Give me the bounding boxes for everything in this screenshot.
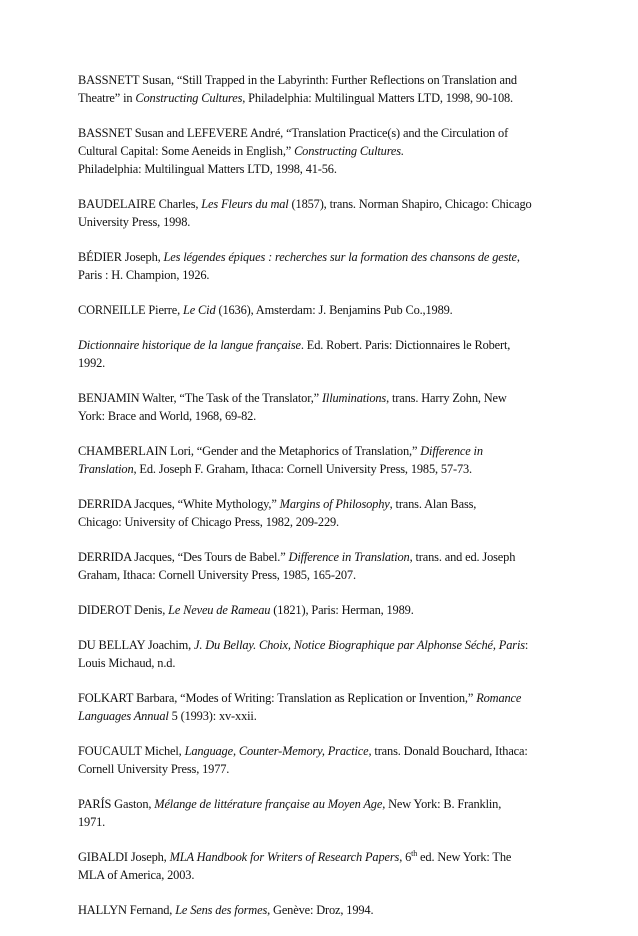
- entry-line: [78, 866, 556, 884]
- bibliography-entry: [78, 442, 556, 478]
- entry-text: FOUCAULT Michel,: [78, 744, 185, 758]
- entry-italic-title: Mélange de littérature française au Moyen Age: [154, 797, 383, 811]
- entry-line: [78, 213, 556, 231]
- entry-line: [78, 89, 556, 107]
- entry-italic-title: Illuminations: [321, 391, 387, 405]
- entry-text: CORNEILLE Pierre,: [78, 303, 184, 317]
- entry-line: [78, 442, 556, 460]
- entry-line: [78, 901, 556, 919]
- entry-line: [78, 813, 556, 831]
- entry-text: , trans. Harry Zohn, New: [386, 391, 507, 405]
- entry-text: (1857), trans. Norman Shapiro, Chicago: Chicago: [288, 197, 532, 211]
- entry-text: GIBALDI Joseph,: [78, 850, 170, 864]
- entry-line: [78, 566, 556, 584]
- entry-italic-title: Dictionnaire historique de la langue française: [78, 338, 301, 352]
- entry-italic-title: Romance: [476, 691, 522, 705]
- entry-line: [78, 301, 556, 319]
- entry-line: [78, 795, 556, 813]
- entry-text: ,: [516, 250, 520, 264]
- entry-line: [78, 689, 556, 707]
- entry-line: [78, 160, 556, 178]
- entry-text: Cultural Capital: Some Aeneids in English,”: [78, 144, 295, 158]
- entry-text: BAUDELAIRE Charles,: [78, 197, 202, 211]
- entry-line: [78, 354, 556, 372]
- entry-text: :: [524, 638, 529, 652]
- entry-line: [78, 266, 556, 284]
- entry-text: BASSNET Susan and LEFEVERE André, “Translation Practice(s) and the Circulation of: [78, 126, 509, 140]
- entry-text: University Press, 1998.: [78, 215, 191, 229]
- entry-line: [78, 636, 556, 654]
- entry-text: DIDEROT Denis,: [78, 603, 169, 617]
- bibliography-entry: [78, 742, 556, 778]
- bibliography-entry: [78, 195, 556, 231]
- entry-italic-title: Difference in: [420, 444, 483, 458]
- bibliography-entry: [78, 336, 556, 372]
- bibliography-entry: [78, 248, 556, 284]
- bibliography-entry: [78, 301, 556, 319]
- entry-italic-title: Difference in Translation: [288, 550, 410, 564]
- bibliography-page: [78, 71, 556, 936]
- entry-line: [78, 195, 556, 213]
- entry-line: [78, 460, 556, 478]
- entry-line: [78, 548, 556, 566]
- entry-line: [78, 513, 556, 531]
- entry-line: [78, 142, 556, 160]
- entry-text: , trans. Alan Bass,: [389, 497, 477, 511]
- entry-text: BASSNETT Susan, “Still Trapped in the Labyrinth: Further Reflections on Translation and: [78, 73, 517, 87]
- entry-text: , New York: B. Franklin,: [382, 797, 502, 811]
- entry-line: [78, 124, 556, 142]
- entry-line: [78, 848, 556, 866]
- entry-line: [78, 760, 556, 778]
- entry-line: [78, 248, 556, 266]
- entry-text: , Ed. Joseph F. Graham, Ithaca: Cornell University Press, 1985, 57-73.: [133, 462, 473, 476]
- entry-text: York: Brace and World, 1968, 69-82.: [78, 409, 257, 423]
- entry-text: . Ed. Robert. Paris: Dictionnaires le Robert,: [300, 338, 511, 352]
- entry-line: [78, 601, 556, 619]
- entry-italic-title: Le Neveu de Rameau: [168, 603, 271, 617]
- entry-italic-title: Le Sens des formes: [175, 903, 268, 917]
- entry-text: Graham, Ithaca: Cornell University Press, 1985, 165-207.: [78, 568, 356, 582]
- entry-text: Louis Michaud, n.d.: [78, 656, 176, 670]
- entry-text: , Genève: Droz, 1994.: [267, 903, 374, 917]
- entry-text: Chicago: University of Chicago Press, 1982, 209-229.: [78, 515, 339, 529]
- entry-text: 1971.: [78, 815, 106, 829]
- entry-italic-title: Les Fleurs du mal: [201, 197, 289, 211]
- entry-italic-title: Constructing Cultures: [135, 91, 243, 105]
- entry-text: DERRIDA Jacques, “Des Tours de Babel.”: [78, 550, 289, 564]
- bibliography-entry: [78, 689, 556, 725]
- bibliography-entry: [78, 636, 556, 672]
- entry-superscript: th: [411, 848, 418, 858]
- entry-text: 5 (1993): xv-xxii.: [168, 709, 257, 723]
- entry-text: trans. Donald Bouchard, Ithaca:: [371, 744, 528, 758]
- entry-text: , 6: [399, 850, 412, 864]
- entry-line: [78, 742, 556, 760]
- bibliography-entry: [78, 495, 556, 531]
- entry-italic-title: Le Cid: [183, 303, 216, 317]
- entry-text: DERRIDA Jacques, “White Mythology,”: [78, 497, 280, 511]
- entry-text: BÉDIER Joseph,: [78, 250, 164, 264]
- entry-text: FOLKART Barbara, “Modes of Writing: Translation as Replication or Invention,”: [78, 691, 477, 705]
- entry-line: [78, 654, 556, 672]
- entry-line: [78, 407, 556, 425]
- bibliography-entry: [78, 901, 556, 919]
- entry-text: MLA of America, 2003.: [78, 868, 195, 882]
- entry-text: DU BELLAY Joachim,: [78, 638, 194, 652]
- bibliography-entry: [78, 548, 556, 584]
- bibliography-entry: [78, 389, 556, 425]
- entry-italic-title: Les légendes épiques : recherches sur la formation des chansons de geste: [163, 250, 517, 264]
- entry-text: ed. New York: The: [417, 850, 512, 864]
- entry-text: , trans. and ed. Joseph: [409, 550, 516, 564]
- entry-line: [78, 336, 556, 354]
- bibliography-entry: [78, 124, 556, 178]
- bibliography-entry: [78, 848, 556, 884]
- entry-text: HALLYN Fernand,: [78, 903, 176, 917]
- entry-text: (1821), Paris: Herman, 1989.: [270, 603, 414, 617]
- bibliography-entry: [78, 795, 556, 831]
- entry-italic-title: Translation: [78, 462, 134, 476]
- entry-text: CHAMBERLAIN Lori, “Gender and the Metaphorics of Translation,”: [78, 444, 421, 458]
- entry-italic-title: Language, Counter-Memory, Practice,: [184, 744, 372, 758]
- entry-text: 1992.: [78, 356, 106, 370]
- entry-italic-title: J. Du Bellay. Choix, Notice Biographique par Alphonse Séché, Paris: [194, 638, 525, 652]
- entry-text: Cornell University Press, 1977.: [78, 762, 230, 776]
- entry-text: Philadelphia: Multilingual Matters LTD, 1998, 41-56.: [78, 162, 337, 176]
- entry-line: [78, 71, 556, 89]
- entry-text: (1636), Amsterdam: J. Benjamins Pub Co.,1989.: [215, 303, 453, 317]
- bibliography-entry: [78, 601, 556, 619]
- entry-line: [78, 389, 556, 407]
- entry-line: [78, 707, 556, 725]
- entry-italic-title: MLA Handbook for Writers of Research Papers: [169, 850, 400, 864]
- entry-text: Theatre” in: [78, 91, 136, 105]
- bibliography-entry: [78, 71, 556, 107]
- entry-italic-title: Margins of Philosophy: [279, 497, 390, 511]
- entry-italic-title: Languages Annual: [78, 709, 169, 723]
- entry-italic-title: Constructing Cultures.: [294, 144, 404, 158]
- entry-text: , Philadelphia: Multilingual Matters LTD, 1998, 90-108.: [242, 91, 514, 105]
- entry-text: Paris : H. Champion, 1926.: [78, 268, 210, 282]
- entry-line: [78, 495, 556, 513]
- entry-text: PARÍS Gaston,: [78, 797, 155, 811]
- entry-text: BENJAMIN Walter, “The Task of the Translator,”: [78, 391, 322, 405]
